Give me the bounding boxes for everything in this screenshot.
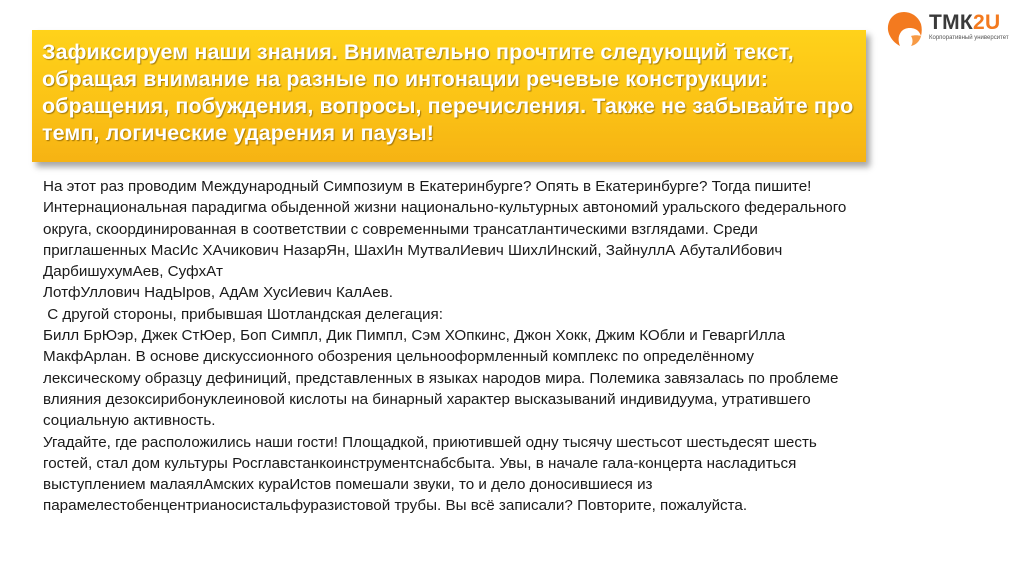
text-line: приглашенных МасИс ХАчикович НазарЯн, ШахИн МутвалИевич ШихлИнский, ЗайнуллА АбуталИбович: [43, 241, 783, 259]
logo-name-main: ТМК: [929, 11, 974, 34]
instruction-banner: [32, 30, 866, 162]
text-line: ДарбишухумАев, СуфхАт: [43, 263, 223, 281]
logo-subtitle: Корпоративный университет: [929, 35, 1009, 41]
text-line: выступлением малаялАмских кураИстов помешали звуки, то и дело доносившиеся из: [43, 476, 653, 494]
text-line: Угадайте, где расположились наши гости! Площадкой, приютившей одну тысячу шестьсот шестьдесят шесть: [43, 433, 817, 451]
logo-name-accent: 2U: [973, 11, 1001, 34]
text-line: Интернациональная парадигма обыденной жизни национально-культурных автономий уральского федерального: [43, 199, 847, 217]
exercise-text: [43, 176, 993, 517]
text-line: парамелестобенцентрианосистальфуразистовой трубы. Вы всё записали? Повторите, пожалуйста.: [43, 497, 748, 515]
text-line: МакфАрлан. В основе дискуссионного обозрения цельнооформленный комплекс по определённому: [43, 348, 754, 366]
company-logo: [885, 10, 1015, 50]
text-line: ЛотфУллович НадЫров, АдАм ХусИевич КалАев.: [43, 284, 393, 302]
text-line: социальную активность.: [43, 412, 216, 430]
instruction-text: Зафиксируем наши знания. Внимательно прочтите следующий текст, обращая внимание на разные по интонации речевые конструкции: обращения, побуждения, вопросы, перечисления. Также не забывайте про темп, логические ударения и паузы!: [42, 40, 854, 145]
text-line: гостей, стал дом культуры Росглавстанкоинструментснабсбыта. Увы, в начале гала-концерта насладиться: [43, 454, 797, 472]
text-line: Билл БрЮэр, Джек СтЮер, Боп Симпл, Дик Пимпл, Сэм ХОпкинс, Джон Хокк, Джим КОбли и ГеваргИлла: [43, 327, 786, 345]
logo-mark-icon: [885, 10, 923, 48]
text-line: С другой стороны, прибывшая Шотландская делегация:: [43, 305, 443, 323]
text-line: влияния дезоксирибонуклеиновой кислоты на бинарный характер высказываний индивидуума, утратившего: [43, 390, 811, 408]
text-line: лексическому образцу дефиниций, представленных в языках народов мира. Полемика завязалась по проблеме: [43, 369, 839, 387]
logo-name: [929, 12, 1001, 34]
text-line: На этот раз проводим Международный Симпозиум в Екатеринбурге? Опять в Екатеринбурге? Тогда пишите!: [43, 178, 812, 195]
text-line: округа, скоординированная в соответствии с современными трансатлантическими взглядами. Среди: [43, 220, 758, 238]
